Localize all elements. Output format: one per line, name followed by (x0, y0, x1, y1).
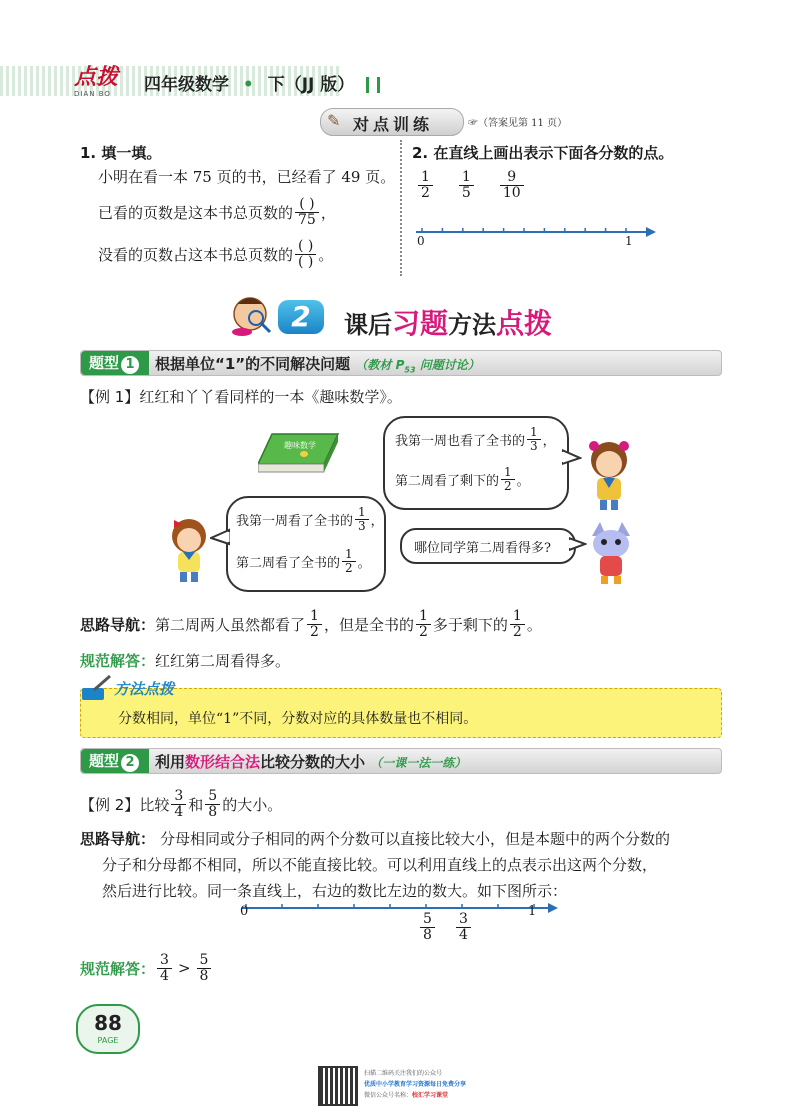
type1-ref-pre: （教材 P (355, 358, 405, 372)
q2-frac-1-den: 2 (418, 185, 433, 201)
q1-line2-pre: 已看的页数是这本书总页数的 (98, 203, 294, 222)
bubble-left-2-frac (342, 548, 356, 574)
q1-frac-1-den: 75 (295, 212, 319, 228)
qr-text (364, 1068, 466, 1101)
answer2-frac-1-den: 4 (157, 968, 172, 984)
q2-frac-2 (459, 170, 474, 200)
example2-frac-1-den: 4 (171, 804, 186, 820)
q1-frac-2-num: ( ) (298, 237, 314, 254)
type2-ref: （一课一法一练） (370, 756, 467, 770)
column-divider (400, 140, 402, 276)
qr-line3 (364, 1090, 466, 1101)
example2-mid: 和 (188, 795, 204, 814)
type2-title-pre: 利用 (155, 753, 186, 771)
brush-icon (80, 674, 114, 704)
type1-ref-sub: 53 (404, 365, 416, 375)
section-title-c: 方法 (448, 311, 497, 339)
example2-frac-1 (171, 789, 186, 819)
type2-mark-3-4-num: 3 (459, 911, 468, 927)
practice-label: 对点训练 (353, 115, 434, 134)
bubble-right-2-frac (501, 466, 515, 492)
q2-frac-3-num: 9 (507, 169, 517, 185)
header-bars (366, 77, 369, 93)
q1-line3-post: 。 (318, 245, 334, 264)
section-title-d: 点拨 (496, 307, 553, 340)
qr-code (318, 1066, 358, 1106)
think2-line3: 然后进行比较。同一条直线上，右边的数比左边的数大。如下图所示： (102, 882, 568, 900)
method-text: 分数相同，单位“1”不同，分数对应的具体数量也不相同。 (118, 711, 478, 727)
answer2-label: 规范解答： (80, 959, 156, 978)
think1-label: 思路导航： (80, 615, 156, 634)
type1-ref-post: 问题讨论） (415, 358, 480, 372)
type2-num: 2 (121, 754, 139, 772)
bubble-left-2-text: 第二周看了全书的 (236, 555, 341, 571)
example1-line (80, 386, 402, 407)
bubble-left-1-frac (355, 506, 369, 532)
section-number: 2 (291, 300, 311, 333)
bubble-right-1-num: 1 (530, 425, 538, 439)
type1-ref (355, 358, 480, 375)
bubble-right-2-post: 。 (516, 473, 530, 489)
section-title-b: 习题 (392, 307, 449, 340)
answer2-frac-1 (157, 953, 172, 983)
q1-frac-1-num: ( ) (299, 195, 315, 212)
q1-line2-post: ， (320, 203, 336, 222)
think1-frac-1 (307, 609, 322, 639)
think2-label: 思路导航： (80, 830, 156, 848)
think1-line (80, 604, 542, 644)
example2-frac-1-num: 3 (174, 787, 184, 804)
type2-axis-start: 0 (240, 904, 249, 919)
think1-frac-1-num: 1 (310, 607, 319, 624)
header-bars-2 (377, 77, 380, 93)
bubble-left-1-den: 3 (355, 519, 369, 533)
answer2-line (80, 948, 213, 988)
header (0, 64, 800, 98)
bubble-right-2-num: 1 (504, 465, 512, 479)
example2-post: 的大小。 (222, 795, 283, 814)
type2-mark-5-8 (418, 912, 437, 942)
answer2-op: > (177, 959, 191, 977)
type2-title-wrap (155, 751, 466, 772)
type2-title-em: 数形结合法 (185, 753, 261, 771)
page-number-badge (76, 1004, 140, 1054)
think1-frac-3-num: 1 (512, 607, 522, 624)
type2-badge (81, 749, 149, 773)
q1-line3 (98, 234, 333, 274)
bubble-right-2-den: 2 (501, 479, 515, 493)
header-dot: • (242, 75, 254, 95)
book-title (144, 70, 380, 95)
example1-text: 红红和丫丫看同样的一本《趣味数学》。 (139, 388, 402, 406)
q1-line3-pre: 没看的页数占这本书总页数的 (98, 245, 294, 264)
book-title-text: 四年级数学 (144, 75, 229, 95)
think1-b: ，但是全书的 (323, 615, 414, 634)
bubble-left-tail (210, 528, 230, 548)
example2-label: 【例 2】 (80, 795, 140, 814)
q2-frac-2-num: 1 (461, 169, 471, 185)
bubble-right-line1 (395, 426, 556, 452)
bubble-left-1-post: ， (370, 513, 384, 529)
page-number: 88 (94, 1011, 122, 1035)
bubble-right-line2 (395, 466, 530, 492)
section-title (344, 302, 552, 342)
edition-text: 下（JJ 版） (267, 75, 355, 95)
answer2-frac-2-num: 5 (199, 951, 209, 968)
answer2-frac-1-num: 3 (160, 951, 169, 968)
speech-bubble-question (400, 528, 576, 564)
q2-frac-2-den: 5 (459, 185, 474, 201)
think1-frac-3 (510, 609, 525, 639)
bubble-question: 哪位同学第二周看得多? (414, 541, 551, 556)
type2-badge-text: 题型 (89, 752, 120, 770)
think1-frac-2 (416, 609, 431, 639)
mascot-icon (226, 292, 282, 338)
example1-label: 【例 1】 (80, 388, 140, 406)
q1-frac-1 (295, 197, 319, 227)
think1-d: 。 (526, 615, 542, 634)
girl-yaya-illustration (584, 438, 634, 512)
qr-line3-pre: 微信公众号名称： (364, 1092, 413, 1099)
think1-c: 多于剩下的 (432, 615, 508, 634)
bubble-left-1-num: 1 (358, 505, 366, 519)
q2-frac-1-num: 1 (421, 169, 430, 185)
type1-title: 根据单位“1”的不同解决问题 (155, 355, 351, 373)
think2-line2: 分子和分母都不相同，所以不能直接比较。可以利用直线上的点表示出这两个分数， (102, 856, 658, 874)
answer1-text: 红红第二周看得多。 (155, 652, 291, 670)
type2-title-post: 比较分数的大小 (260, 753, 366, 771)
bubble-right-2-text: 第二周看了剩下的 (395, 473, 500, 489)
section-title-a: 课后 (344, 311, 392, 339)
section-number-badge (278, 300, 324, 334)
speech-bubble-honghong (226, 496, 386, 592)
type1-badge-text: 题型 (89, 354, 120, 372)
bubble-right-1-frac (527, 426, 541, 452)
example2-line (80, 784, 282, 824)
q1-frac-2-den: ( ) (295, 254, 316, 270)
section-mascot (226, 292, 282, 338)
type2-mark-3-4-frac (456, 912, 471, 942)
think1-frac-2-den: 2 (416, 624, 431, 640)
think1-frac-1-den: 2 (307, 624, 322, 640)
think1-a: 第二周两人虽然都看了 (155, 615, 306, 634)
type2-mark-5-8-frac (420, 912, 435, 942)
type2-mark-3-4-den: 4 (456, 927, 471, 943)
type2-mark-5-8-num: 5 (423, 911, 432, 927)
answer2-frac-2 (197, 953, 212, 983)
q2-fractions (416, 170, 526, 200)
bubble-left-line1 (236, 506, 384, 532)
type1-badge (81, 351, 149, 375)
answer1-line (80, 650, 290, 671)
page-word: PAGE (97, 1036, 119, 1045)
logo-en: DIAN BO (74, 90, 111, 98)
q2-axis-start: 0 (417, 234, 425, 248)
qr-line1: 扫描二维码关注我们的公众号 (364, 1070, 443, 1077)
q2-title: 2. 在直线上画出表示下面各分数的点。 (412, 144, 674, 162)
bubble-right-1-text: 我第一周也看了全书的 (395, 433, 526, 449)
bubble-question-tail (569, 536, 587, 552)
example2-frac-2 (205, 789, 220, 819)
type1-bar (80, 350, 722, 376)
book-image (258, 430, 342, 478)
q1-title: 1. 填一填。 (80, 144, 162, 162)
bubble-left-2-post: 。 (357, 555, 371, 571)
bubble-right-1-den: 3 (527, 439, 541, 453)
think1-frac-3-den: 2 (510, 624, 525, 640)
bubble-right-1-post: ， (542, 433, 556, 449)
q2-frac-3 (500, 170, 524, 200)
q1-line2 (98, 192, 336, 232)
bubble-left-line2 (236, 548, 371, 574)
qr-line3-em: 校汇学习课堂 (412, 1092, 449, 1099)
q1-line1: 小明在看一本 75 页的书，已经看了 49 页。 (98, 168, 396, 186)
think2-line1: 分母相同或分子相同的两个分数可以直接比较大小，但是本题中的两个分数的 (160, 830, 671, 848)
answer1-label: 规范解答： (80, 652, 156, 670)
type1-num: 1 (121, 356, 139, 374)
type2-bar (80, 748, 722, 774)
bubble-right-tail (562, 448, 582, 468)
cat-mascot-illustration (586, 522, 636, 586)
example2-frac-2-num: 5 (208, 787, 218, 804)
q2-frac-1 (418, 170, 433, 200)
type2-mark-3-4 (454, 912, 473, 942)
q1-frac-2 (295, 239, 316, 269)
practice-label-box (320, 108, 464, 136)
pencil-icon: ✎ (327, 111, 341, 130)
speech-bubble-yaya (383, 416, 569, 510)
book-cover-title: 趣味数学 (284, 441, 316, 450)
type1-title-wrap (155, 353, 480, 374)
girl-honghong-illustration (166, 514, 212, 584)
think1-frac-2-num: 1 (418, 607, 428, 624)
example2-frac-2-den: 8 (205, 804, 220, 820)
qr-line2: 优质中小学教育学习资源每日免费分享 (364, 1081, 467, 1088)
answer-ref: ☞（答案见第 11 页） (468, 118, 568, 129)
q2-frac-3-den: 10 (500, 185, 524, 201)
type2-number-line (236, 900, 566, 918)
q2-axis-end: 1 (625, 234, 633, 248)
type2-mark-5-8-den: 8 (420, 927, 435, 943)
method-label: 方法点拨 (114, 680, 175, 698)
logo-cn: 点拨 (74, 65, 119, 90)
type2-axis-end: 1 (528, 904, 537, 919)
bubble-left-1-text: 我第一周看了全书的 (236, 513, 354, 529)
answer2-frac-2-den: 8 (197, 968, 212, 984)
example2-pre: 比较 (139, 795, 170, 814)
logo (74, 66, 138, 98)
bubble-left-2-den: 2 (342, 561, 356, 575)
bubble-left-2-num: 1 (345, 547, 353, 561)
